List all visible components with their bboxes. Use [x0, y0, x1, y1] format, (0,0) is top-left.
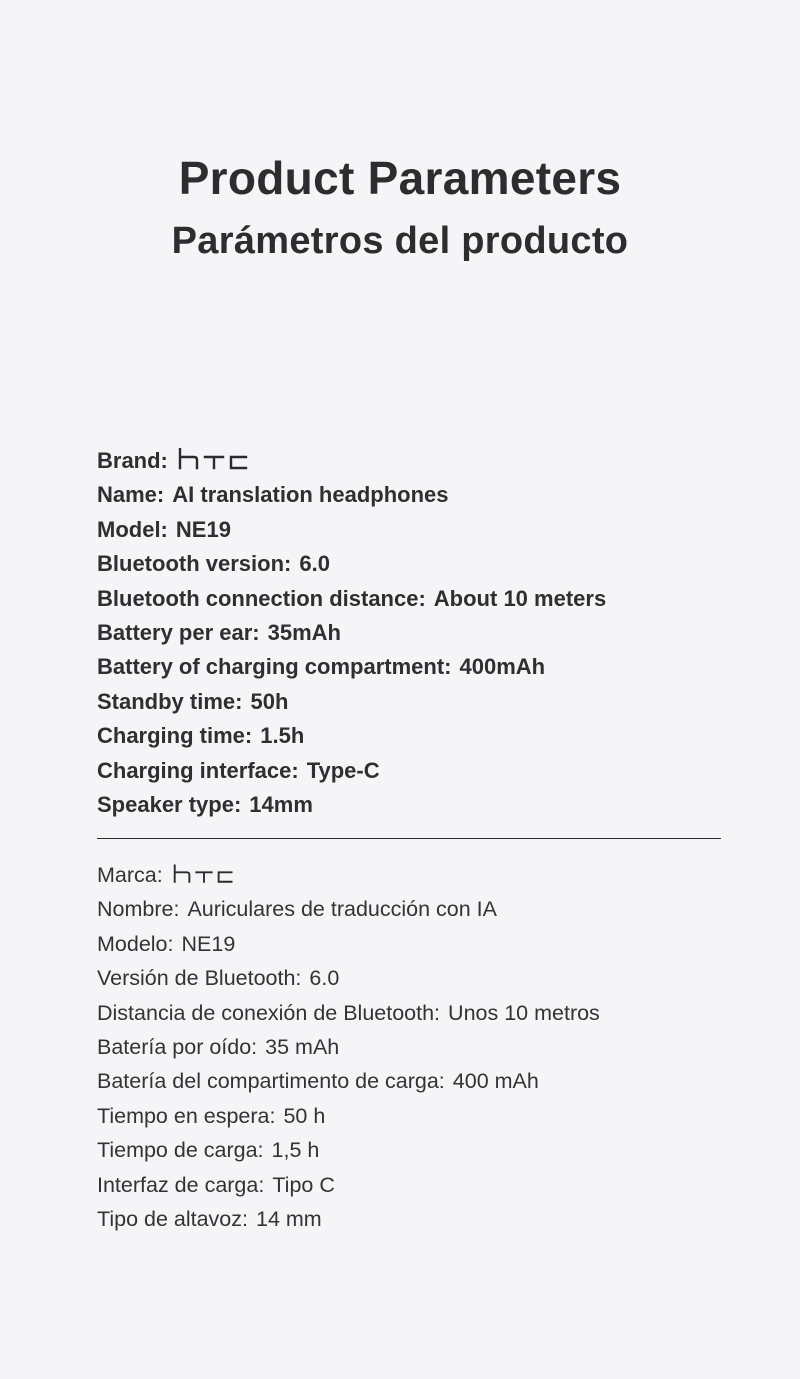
spec-value: Tipo C [272, 1172, 335, 1197]
spec-label: Versión de Bluetooth: [97, 966, 302, 991]
spec-list-es [97, 858, 737, 1236]
spec-value: Auriculares de traducción con IA [187, 897, 497, 922]
spec-row-tiempo-carga [97, 1133, 737, 1167]
spec-label: Battery of charging compartment: [97, 654, 452, 680]
page-title-es: Parámetros del producto [171, 220, 629, 262]
spec-row-bateria-estuche [97, 1064, 737, 1098]
spec-label: Batería por oído: [97, 1034, 258, 1059]
spec-label: Bluetooth connection distance: [97, 585, 426, 611]
spec-value: 14mm [249, 791, 313, 817]
spec-value: 1,5 h [271, 1138, 320, 1163]
spec-value: 50h [250, 688, 289, 714]
spec-value: 400 mAh [452, 1069, 539, 1094]
page-title-en: Product Parameters [178, 152, 622, 204]
spec-row-standby-time [97, 685, 737, 719]
spec-label: Speaker type: [97, 791, 242, 817]
spec-row-bluetooth-distance [97, 582, 737, 616]
spec-row-marca [97, 858, 737, 892]
spec-row-battery-case [97, 650, 737, 684]
spec-row-speaker-type [97, 788, 737, 822]
spec-row-brand [97, 444, 737, 478]
spec-label: Marca: [97, 863, 163, 887]
spec-label: Charging interface: [97, 757, 299, 783]
spec-value: NE19 [175, 516, 231, 542]
spec-row-battery-per-ear [97, 616, 737, 650]
spec-label: Tipo de altavoz: [97, 1206, 248, 1231]
spec-value: 35 mAh [265, 1034, 340, 1059]
spec-row-modelo [97, 927, 737, 961]
spec-label: Brand: [97, 448, 168, 473]
spec-row-name [97, 478, 737, 512]
spec-row-model [97, 513, 737, 547]
spec-value: About 10 meters [433, 585, 607, 611]
spec-row-tiempo-espera [97, 1099, 737, 1133]
spec-value: 6.0 [309, 966, 340, 991]
spec-value: AI translation headphones [172, 482, 449, 508]
spec-row-version-bluetooth [97, 961, 737, 995]
spec-label: Distancia de conexión de Bluetooth: [97, 1000, 441, 1025]
spec-value: 6.0 [299, 551, 330, 577]
spec-value: 400mAh [459, 654, 546, 680]
spec-label: Battery per ear: [97, 619, 260, 645]
spec-label: Batería del compartimento de carga: [97, 1069, 445, 1094]
spec-row-bluetooth-version [97, 547, 737, 581]
spec-value: Type-C [306, 757, 380, 783]
spec-label: Modelo: [97, 931, 174, 956]
spec-row-charging-interface [97, 754, 737, 788]
spec-label: Name: [97, 482, 165, 508]
spec-value: 14 mm [255, 1206, 322, 1231]
spec-row-interfaz-carga [97, 1168, 737, 1202]
spec-label: Tiempo en espera: [97, 1103, 276, 1128]
spec-row-charging-time [97, 719, 737, 753]
spec-list-en [97, 444, 737, 822]
spec-row-tipo-altavoz [97, 1202, 737, 1236]
htc-logo-icon [173, 860, 235, 894]
spec-row-distancia-conexion [97, 996, 737, 1030]
spec-label: Standby time: [97, 688, 243, 714]
spec-value: 50 h [283, 1103, 326, 1128]
spec-label: Charging time: [97, 723, 253, 749]
spec-label: Interfaz de carga: [97, 1172, 265, 1197]
spec-row-nombre [97, 892, 737, 926]
spec-label: Model: [97, 516, 168, 542]
spec-row-bateria-oido [97, 1030, 737, 1064]
spec-label: Bluetooth version: [97, 551, 292, 577]
spec-value: NE19 [181, 931, 236, 956]
spec-value: 1.5h [260, 723, 305, 749]
htc-logo-icon [178, 446, 250, 480]
spec-label: Nombre: [97, 897, 180, 922]
section-divider [97, 838, 721, 839]
spec-value: 35mAh [267, 619, 341, 645]
spec-value: Unos 10 metros [448, 1000, 600, 1025]
spec-label: Tiempo de carga: [97, 1138, 264, 1163]
